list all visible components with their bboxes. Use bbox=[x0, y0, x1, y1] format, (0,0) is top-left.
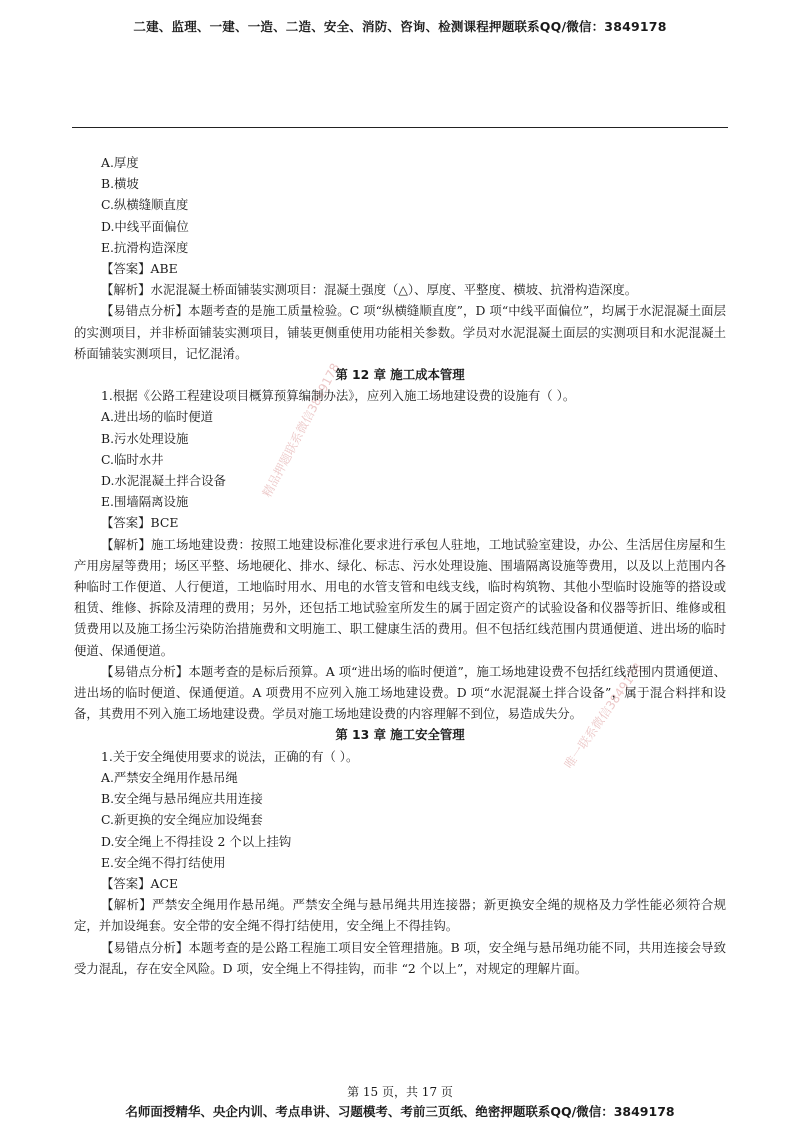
error-analysis: 【易错点分析】本题考查的是标后预算。A 项“进出场的临时便道”，施工场地建设费不包括红线范围内贯通便道、进出场的临时便道、保通便道。A 项费用不应列入施工场地建设费。D 项“水泥混凝土拌合设备”，属于混合料拌和设备，其费用不列入施工场地建设费。学员对施工场地建设费的内容理解不到位，易造成失分。 bbox=[74, 663, 726, 722]
chapter-12-title: 第 12 章 施工成本管理 bbox=[335, 367, 465, 383]
page-footer: 名师面授精华、央企内训、考点串讲、习题模考、考前三页纸、绝密押题联系QQ/微信：3849178 bbox=[125, 1104, 675, 1119]
option-a: A.进出场的临时便道 bbox=[101, 409, 214, 425]
error-analysis: 【易错点分析】本题考查的是公路工程施工项目安全管理措施。B 项，安全绳与悬吊绳功能不同，共用连接会导致受力混乱，存在安全风险。D 项，安全绳上不得挂钩，而非 “2 个以上”，对规定的理解片面。 bbox=[74, 939, 726, 976]
option-b: B.横坡 bbox=[101, 176, 139, 192]
option-a: A.厚度 bbox=[101, 155, 139, 170]
option-b: B.污水处理设施 bbox=[101, 430, 189, 446]
option-d: D.水泥混凝土拌合设备 bbox=[101, 473, 226, 489]
option-e: E.围墙隔离设施 bbox=[101, 494, 189, 510]
header-rule bbox=[72, 127, 728, 128]
option-e: E.抗滑构造深度 bbox=[101, 239, 189, 255]
option-d: D.中线平面偏位 bbox=[101, 218, 189, 234]
option-c: C.新更换的安全绳应加设绳套 bbox=[101, 812, 263, 828]
question: 1.关于安全绳使用要求的说法，正确的有（ ）。 bbox=[101, 748, 359, 764]
answer: 【答案】ABE bbox=[101, 261, 178, 277]
watermark-1: 精品押题联系微信3849178 bbox=[259, 360, 343, 500]
chapter-13-title: 第 13 章 施工安全管理 bbox=[335, 727, 465, 743]
page-header: 二建、监理、一建、一造、二造、安全、消防、咨询、检测课程押题联系QQ/微信：3849178 bbox=[133, 19, 667, 34]
answer: 【答案】ACE bbox=[101, 875, 179, 891]
option-d: D.安全绳上不得挂设 2 个以上挂钩 bbox=[101, 833, 292, 849]
option-c: C.纵横缝顺直度 bbox=[101, 197, 189, 213]
option-e: E.安全绳不得打结使用 bbox=[101, 854, 226, 870]
watermark-2: 唯一联系微信3849178 bbox=[561, 660, 646, 772]
option-c: C.临时水井 bbox=[101, 451, 164, 467]
document-body bbox=[74, 152, 726, 979]
analysis: 【解析】水泥混凝土桥面铺装实测项目：混凝土强度（△）、厚度、平整度、横坡、抗滑构造深度。 bbox=[101, 282, 638, 298]
analysis: 【解析】施工场地建设费：按照工地建设标准化要求进行承包人驻地，工地试验室建设，办公、生活居住房屋和生产用房屋等费用；场区平整、场地硬化、排水、绿化、标志、污水处理设施、围墙隔离设施等费用，以及以上范围内各种临时工作便道、人行便道，工地临时用水、用电的水管支管和电线支线，临时构筑物、其他小型临时设施等的搭设或租赁、维修、拆除及清理的费用；另外，还包括工地试验室所发生的属于固定资产的试验设备和仪器等折旧、维修或租赁费用以及施工扬尘污染防治措施费和文明施工、职工健康生活的费用。但不包括红线范围内贯通便道、进出场的临时便道、保通便道。 bbox=[74, 536, 726, 658]
question: 1.根据《公路工程建设项目概算预算编制办法》，应列入施工场地建设费的设施有（ ）。 bbox=[101, 388, 576, 404]
option-a: A.严禁安全绳用作悬吊绳 bbox=[101, 769, 238, 785]
page-number: 第 15 页，共 17 页 bbox=[347, 1085, 453, 1099]
error-analysis: 【易错点分析】本题考查的是施工质量检验。C 项“纵横缝顺直度”，D 项“中线平面偏位”，均属于水泥混凝土面层的实测项目，并非桥面铺装实测项目，铺装更侧重使用功能相关参数。学员对水泥混凝土面层的实测项目和水泥混凝土桥面铺装实测项目，记忆混淆。 bbox=[74, 303, 726, 361]
answer: 【答案】BCE bbox=[101, 515, 179, 531]
analysis: 【解析】严禁安全绳用作悬吊绳。严禁安全绳与悬吊绳共用连接器；新更换安全绳的规格及力学性能必须符合规定，并加设绳套。安全带的安全绳不得打结使用，安全绳上不得挂钩。 bbox=[74, 897, 726, 934]
option-b: B.安全绳与悬吊绳应共用连接 bbox=[101, 791, 263, 807]
